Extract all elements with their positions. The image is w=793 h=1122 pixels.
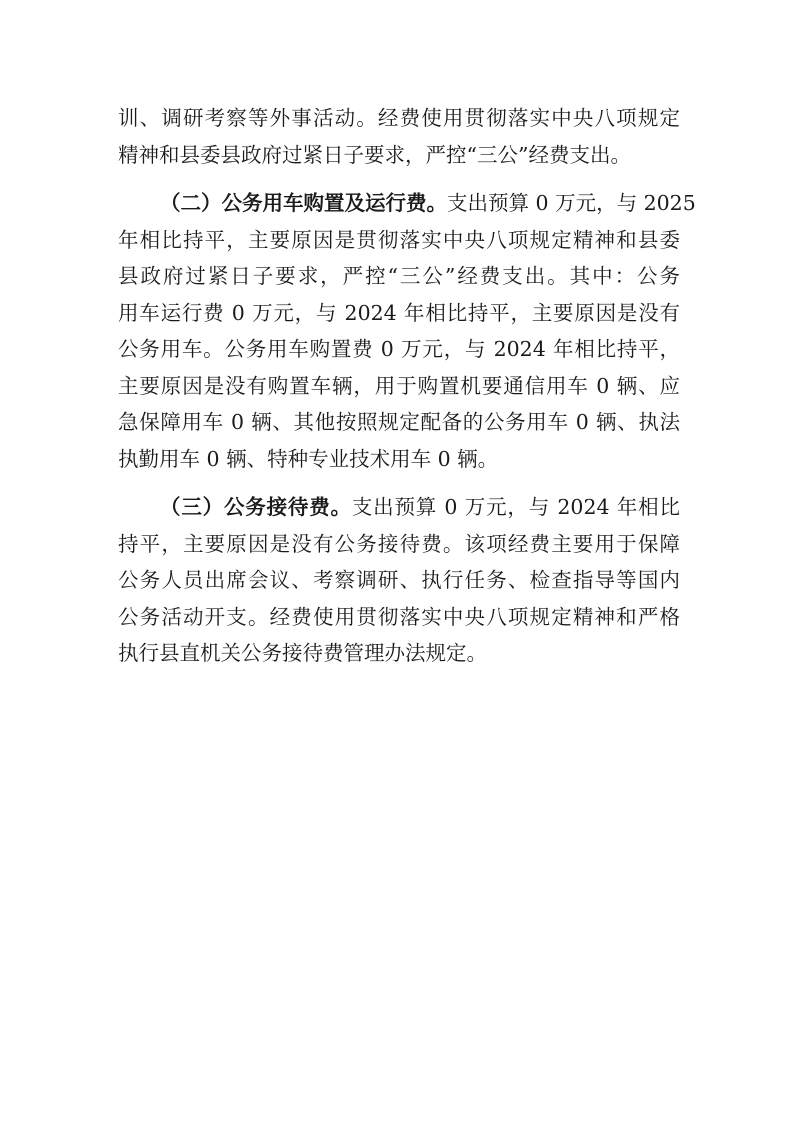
text-line: 公务人员出席会议、考察调研、执行任务、检查指导等国内 [118, 568, 680, 592]
text-line: 执勤用车 0 辆、特种专业技术用车 0 辆。 [118, 446, 499, 471]
text-line [118, 489, 680, 526]
text-span: 支出预算 0 万元，与 2024 年相比 [351, 495, 681, 519]
paragraph-reception-expenses [118, 489, 680, 672]
text-span: 支出预算 0 万元，与 2025 [447, 191, 696, 215]
text-line: 执行县直机关公务接待费管理办法规定。 [118, 641, 487, 665]
text-line: 持平，主要原因是没有公务接待费。该项经费主要用于保障 [118, 531, 680, 556]
section-heading-vehicle: （二）公务用车购置及运行费。 [160, 191, 447, 215]
text-line: 精神和县委县政府过紧日子要求，严控“三公”经费支出。 [118, 142, 631, 167]
section-heading-reception: （三）公务接待费。 [160, 495, 352, 519]
paragraph-foreign-affairs-continuation [118, 100, 680, 173]
paragraph-vehicle-expenses [118, 185, 696, 477]
text-line: 公务用车。公务用车购置费 0 万元，与 2024 年相比持平， [118, 337, 680, 361]
text-line [118, 185, 696, 222]
text-line: 县政府过紧日子要求，严控“三公”经费支出。其中：公务 [118, 264, 680, 288]
text-line: 训、调研考察等外事活动。经费使用贯彻落实中央八项规定 [118, 106, 680, 130]
text-line: 用车运行费 0 万元，与 2024 年相比持平，主要原因是没有 [118, 300, 680, 325]
text-line: 年相比持平，主要原因是贯彻落实中央八项规定精神和县委 [118, 227, 680, 252]
document-body [118, 100, 696, 684]
text-line: 主要原因是没有购置车辆，用于购置机要通信用车 0 辆、应 [118, 373, 680, 398]
text-line: 急保障用车 0 辆、其他按照规定配备的公务用车 0 辆、执法 [118, 410, 680, 434]
text-line: 公务活动开支。经费使用贯彻落实中央八项规定精神和严格 [118, 604, 680, 629]
